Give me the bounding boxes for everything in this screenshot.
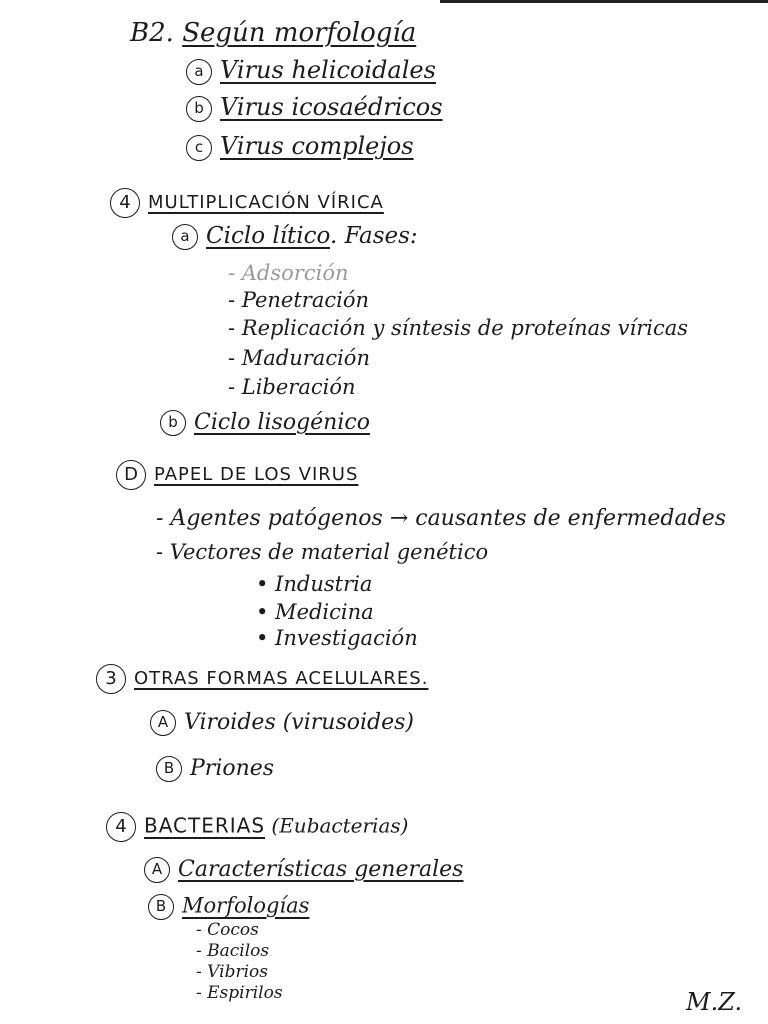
ciclo-litico-suffix: . Fases: (329, 223, 418, 249)
fase-item: - Replicación y síntesis de proteínas víricas (228, 316, 689, 340)
morfologia-bacteria-item: - Espirilos (196, 983, 283, 1003)
author-initials: M.Z. (686, 988, 743, 1016)
otras-formas-title: OTRAS FORMAS ACELULARES. (134, 668, 429, 689)
morfologia-bacteria-item: - Cocos (196, 920, 259, 940)
papel-item: - Agentes patógenos → causantes de enfermedades (156, 506, 727, 531)
marker-circle: c (186, 135, 212, 161)
fase-item: - Adsorción (228, 261, 349, 285)
multiplicacion-title: MULTIPLICACIÓN VÍRICA (148, 192, 384, 213)
marker-circle: b (160, 410, 186, 436)
morfologia-bacteria-item: - Bacilos (196, 941, 270, 961)
top-edge-line (440, 0, 768, 3)
marker-circle: B (148, 894, 174, 920)
ciclo-lisogenico-heading (160, 410, 370, 436)
morfologia-heading (130, 20, 416, 46)
marker-circle: b (186, 96, 212, 122)
marker-circle: a (186, 59, 212, 85)
marker-circle: a (172, 224, 198, 250)
otras-formas-item-text: Priones (190, 756, 275, 781)
otras-formas-heading (96, 664, 428, 694)
morfologia-item-text: Virus complejos (220, 132, 414, 160)
multiplicacion-heading (110, 188, 384, 218)
marker-circle: A (150, 710, 176, 736)
section-number-circle: 4 (110, 188, 140, 218)
bacterias-subtitle: (Eubacterias) (271, 813, 409, 838)
morfologia-item-text: Virus icosaédricos (220, 93, 443, 121)
papel-subitem: • Investigación (256, 626, 418, 650)
papel-heading (116, 460, 358, 490)
otras-formas-item-text: Viroides (virusoides) (184, 710, 415, 735)
bacterias-item-text: Morfologías (182, 893, 310, 918)
marker-circle: B (156, 756, 182, 782)
morfologia-heading-label: B2. (130, 18, 174, 48)
papel-title: PAPEL DE LOS VIRUS (154, 464, 359, 485)
morfologia-heading-text: Según morfología (182, 18, 417, 48)
marker-circle: A (144, 857, 170, 883)
section-number-circle: 3 (96, 664, 126, 694)
morfologia-item-a (186, 58, 436, 85)
otras-formas-item-a (150, 710, 414, 736)
morfologia-item-b (186, 95, 443, 122)
morfologia-item-c (186, 134, 414, 161)
fase-item: - Maduración (228, 346, 370, 370)
bacterias-title: BACTERIAS (144, 813, 266, 838)
fase-item: - Penetración (228, 288, 369, 312)
papel-subitem: • Industria (256, 572, 373, 596)
bacterias-item-a (144, 857, 463, 883)
otras-formas-item-b (156, 756, 274, 782)
papel-subitem: • Medicina (256, 600, 374, 624)
bacterias-item-b (148, 894, 309, 920)
section-number-circle: 4 (106, 812, 136, 842)
bacterias-heading (106, 812, 408, 842)
fase-item: - Liberación (228, 375, 356, 399)
morfologia-bacteria-item: - Vibrios (196, 962, 268, 982)
morfologia-item-text: Virus helicoidales (220, 56, 436, 84)
section-marker-circle: D (116, 460, 146, 490)
ciclo-litico-title: Ciclo lítico (206, 223, 330, 249)
ciclo-litico-heading (172, 224, 418, 250)
ciclo-lisogenico-title: Ciclo lisogénico (194, 410, 370, 435)
papel-item: - Vectores de material genético (156, 540, 489, 564)
bacterias-item-text: Características generales (178, 857, 464, 882)
